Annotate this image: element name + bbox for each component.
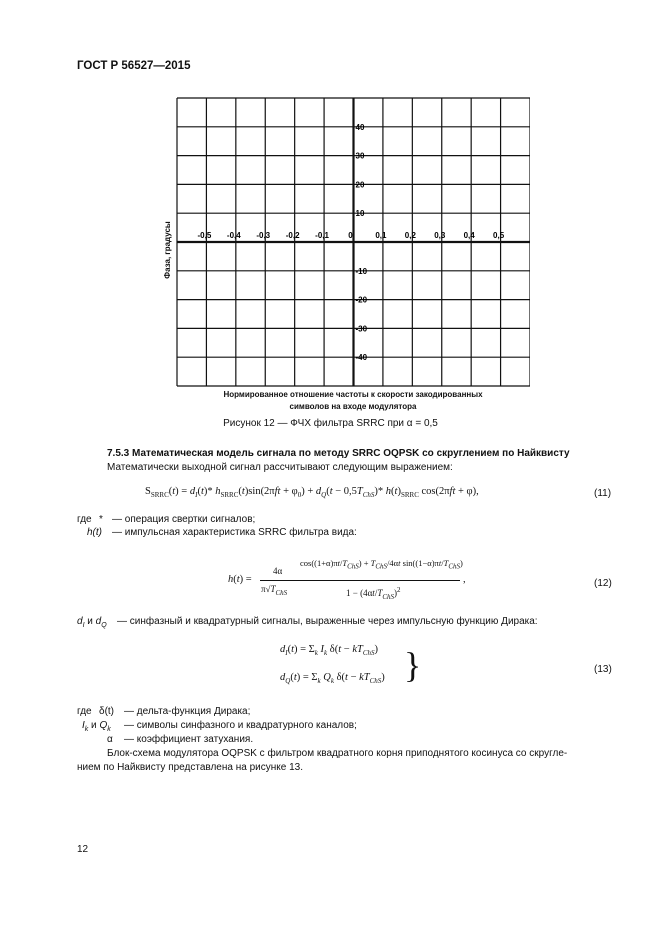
equation-13-number: (13): [594, 664, 612, 675]
where-ik-symbols: $I_k$ и $Q_k$: [82, 720, 111, 733]
chart-axes: [177, 98, 530, 386]
closing-line-2: нием по Найквисту представлена на рисунке 13.: [77, 762, 303, 773]
y-tick-label: -20: [355, 295, 368, 305]
where-ik-text: — символы синфазного и квадратурного каналов;: [124, 720, 357, 731]
where-ht-text: — импульсная характеристика SRRC фильтра вида:: [112, 527, 357, 538]
where-conv-text: — операция свертки сигналов;: [112, 514, 256, 525]
closing-line-1: Блок-схема модулятора OQPSK с фильтром квадратного корня приподнятого косинуса со скругле-: [107, 748, 568, 759]
where-lead-1: где: [77, 514, 92, 525]
where-ht-symbol: h(t): [87, 527, 102, 538]
x-tick-label: 0,2: [404, 231, 416, 240]
x-tick-label: -0,1: [315, 231, 329, 240]
where-lead-2: где: [77, 706, 92, 717]
dirac-text: — синфазный и квадратурный сигналы, выраженные через импульсную функцию Дирака:: [117, 616, 538, 627]
where-alpha-symbol: α: [107, 734, 113, 745]
y-tick-label: -10: [355, 266, 368, 276]
intro-paragraph: Математически выходной сигнал рассчитывают следующим выражением:: [107, 462, 453, 473]
y-tick-label: -40: [355, 353, 368, 363]
chart-y-label: Фаза, градусы: [163, 221, 172, 279]
dirac-symbols: $d_I$ и $d_Q$: [77, 616, 107, 629]
phase-chart-svg: [150, 90, 530, 415]
y-tick-label: 30: [355, 151, 365, 161]
x-tick-label: 0,3: [434, 231, 446, 240]
x-tick-label: -0,3: [256, 231, 271, 240]
y-tick-label: 40: [355, 122, 365, 132]
equation-11-number: (11): [594, 488, 612, 499]
document-header: ГОСТ Р 56527—2015: [77, 60, 191, 72]
equation-11: $S_{SRRC}(t) = d_I(t)*$ $h_{SRRC}(t)\sin(2\pi ft + \varphi_0) + d_Q(t - 0,5T_{ChS})*$ $h(t)_{SRRC}$ cos(2πft + φ),: [145, 486, 479, 500]
where-delta-symbol: δ(t): [99, 706, 115, 717]
x-tick-label: -0,2: [285, 231, 300, 240]
where-conv-symbol: *: [99, 514, 103, 525]
x-tick-label: 0,4: [463, 231, 475, 240]
x-tick-label: -0,5: [197, 231, 212, 240]
where-alpha-text: — коэффициент затухания.: [124, 734, 254, 745]
where-delta-text: — дельта-функция Дирака;: [124, 706, 251, 717]
phase-chart: [150, 90, 530, 415]
y-tick-label: -30: [355, 324, 368, 334]
x-tick-label: 0,1: [375, 231, 387, 240]
page-number: 12: [77, 844, 89, 855]
x-tick-label: 0,5: [493, 231, 505, 240]
x-tick-label: 0: [348, 231, 353, 240]
chart-x-label-line1: Нормированное отношение частоты к скорости закодированных: [223, 390, 483, 399]
x-tick-label: -0,4: [226, 231, 241, 240]
y-tick-label: 20: [355, 180, 365, 190]
y-tick-label: 10: [355, 209, 365, 219]
equation-12: h(t) = 4α $\pi√T_{ChS}$ $\cos((1+\alpha)\pi t/T_{ChS}) + T_{ChS}/4\alpha t$ $\sin((1-\alpha)\pi t/T_{ChS})$ $1 - (4\alpha t/T_{ChS})^2$ ,: [228, 558, 466, 601]
equation-12-number: (12): [594, 578, 612, 589]
chart-x-ticks: [198, 231, 505, 240]
figure-caption: Рисунок 12 — ФЧХ фильтра SRRC при α = 0,5: [223, 418, 438, 429]
section-title: 7.5.3 Математическая модель сигнала по методу SRRC OQPSK со скруглением по Найквисту: [107, 448, 570, 459]
chart-x-label-line2: символов на входе модулятора: [289, 402, 417, 411]
equation-13: $d_I(t) = \Sigma_k$ $I_k$ $\delta(t - kT_{ChS})$ $d_Q(t) = \Sigma_k$ $Q_k$ $\delta(t - kT_{ChS})$ }: [280, 644, 422, 686]
